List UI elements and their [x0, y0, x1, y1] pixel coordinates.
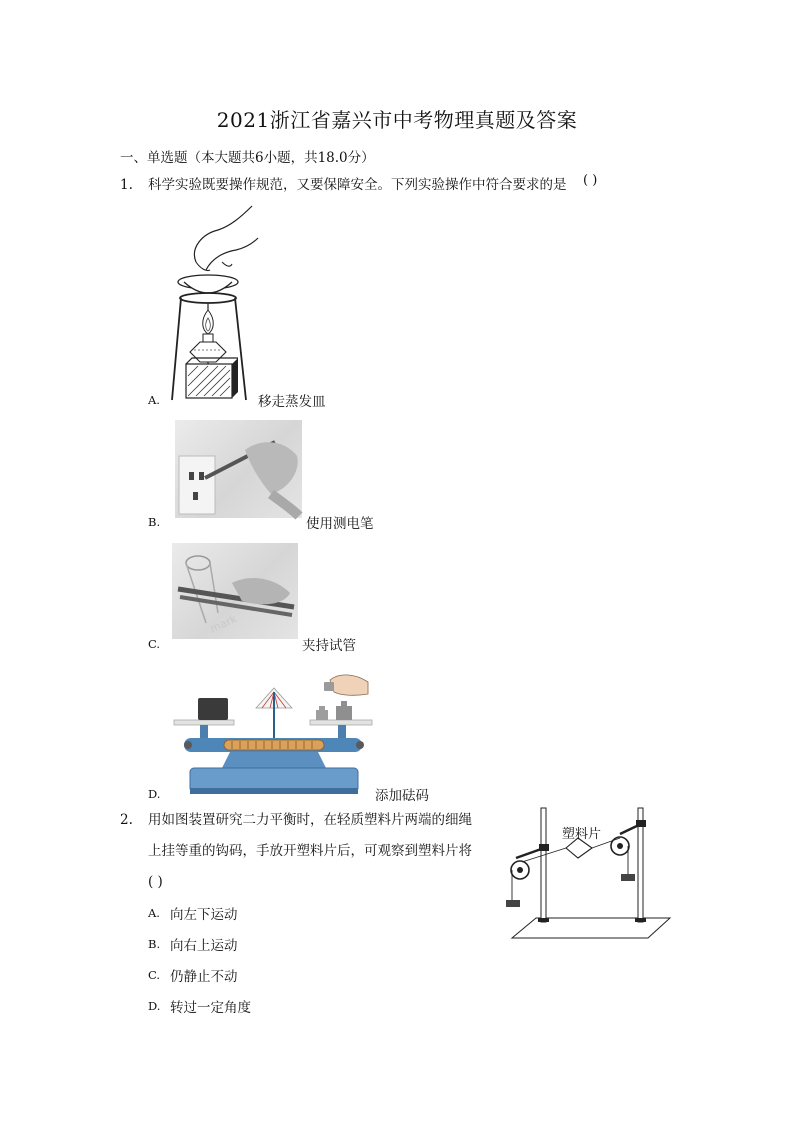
- q1-option-a-text: 移走蒸发皿: [258, 394, 326, 410]
- q2-option-d-letter: D.: [148, 999, 161, 1013]
- q1-option-b-text: 使用测电笔: [306, 516, 374, 532]
- q1-option-c-text: 夹持试管: [302, 638, 356, 654]
- figure-label-plastic-card: 塑料片: [562, 827, 602, 842]
- question-1-text: 科学实验既要操作规范，又要保障安全。下列实验操作中符合要求的是: [148, 177, 567, 193]
- q2-option-b-letter: B.: [148, 937, 161, 951]
- q1-option-a-letter: A.: [148, 393, 160, 407]
- q2-option-a-text: 向左下运动: [170, 907, 238, 923]
- q1-option-d-text: 添加砝码: [375, 788, 429, 804]
- section-heading: 一、单选题（本大题共6小题，共18.0分）: [120, 150, 375, 166]
- svg-text:mark: mark: [207, 611, 239, 636]
- question-1-answer-paren: ( ): [583, 173, 598, 188]
- q2-option-c-letter: C.: [148, 968, 161, 982]
- test-pen-photo: [175, 420, 302, 518]
- q1-option-b-letter: B.: [148, 515, 161, 529]
- question-2-text-line-2: 上挂等重的钩码，手放开塑料片后，可观察到塑料片将: [148, 843, 472, 859]
- question-2-number: 2.: [120, 812, 133, 828]
- q1-option-d-letter: D.: [148, 787, 161, 801]
- q2-option-d-text: 转过一定角度: [170, 1000, 251, 1016]
- question-1-number: 1.: [120, 177, 133, 193]
- evaporating-dish-figure: [166, 200, 261, 410]
- test-tube-holder-photo: [172, 543, 298, 639]
- question-2-answer-paren: ( ): [148, 874, 163, 890]
- q2-option-a-letter: A.: [148, 906, 160, 920]
- q2-option-c-text: 仍静止不动: [170, 969, 238, 985]
- balance-figure: [170, 668, 375, 800]
- page-title: 2021浙江省嘉兴市中考物理真题及答案: [216, 108, 578, 132]
- q1-option-c-letter: C.: [148, 637, 161, 651]
- q2-option-b-text: 向右上运动: [170, 938, 238, 954]
- question-2-text-line-1: 用如图装置研究二力平衡时，在轻质塑料片两端的细绳: [148, 812, 472, 828]
